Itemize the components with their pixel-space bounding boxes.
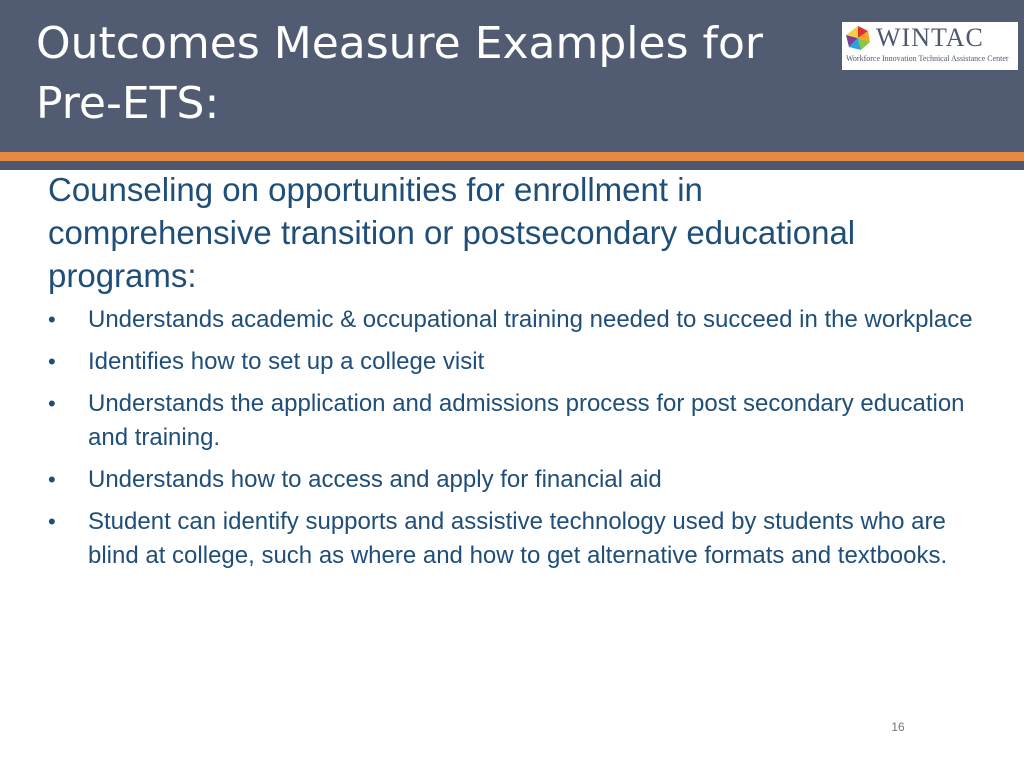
bullet-item [48, 345, 978, 379]
wintac-logo [842, 22, 1018, 70]
bullet-item [48, 303, 978, 337]
bullet-text: Understands how to access and apply for financial aid [88, 466, 662, 493]
logo-tagline: Workforce Innovation Technical Assistance Center [846, 54, 1009, 63]
bullet-icon: • [48, 349, 56, 374]
slide-title: Outcomes Measure Examples for Pre-ETS: [36, 18, 764, 129]
bullet-text: Identifies how to set up a college visit [88, 348, 485, 375]
logo-wordmark: WINTAC [876, 23, 984, 52]
bullet-icon: • [48, 391, 56, 416]
bullet-text: Student can identify supports and assistive technology used by students who are blind at college, such as where and how to get alternative formats and textbooks. [88, 508, 948, 569]
bullet-text: Understands the application and admissions process for post secondary education and training. [88, 390, 965, 451]
page-number: 16 [891, 720, 905, 734]
wintac-logo-mark-icon [845, 25, 871, 51]
orange-divider [0, 152, 1024, 161]
section-heading: Counseling on opportunities for enrollment in comprehensive transition or postsecondary educational programs: [48, 171, 856, 294]
bullet-text: Understands academic & occupational training needed to succeed in the workplace [88, 306, 973, 333]
bullet-icon: • [48, 509, 56, 534]
bullet-icon: • [48, 307, 56, 332]
bullet-item [48, 505, 978, 573]
slide-body [48, 168, 978, 581]
bullet-item [48, 387, 978, 455]
title-bar [0, 0, 1024, 152]
bullet-list [48, 303, 978, 573]
bullet-icon: • [48, 467, 56, 492]
bullet-item [48, 463, 978, 497]
